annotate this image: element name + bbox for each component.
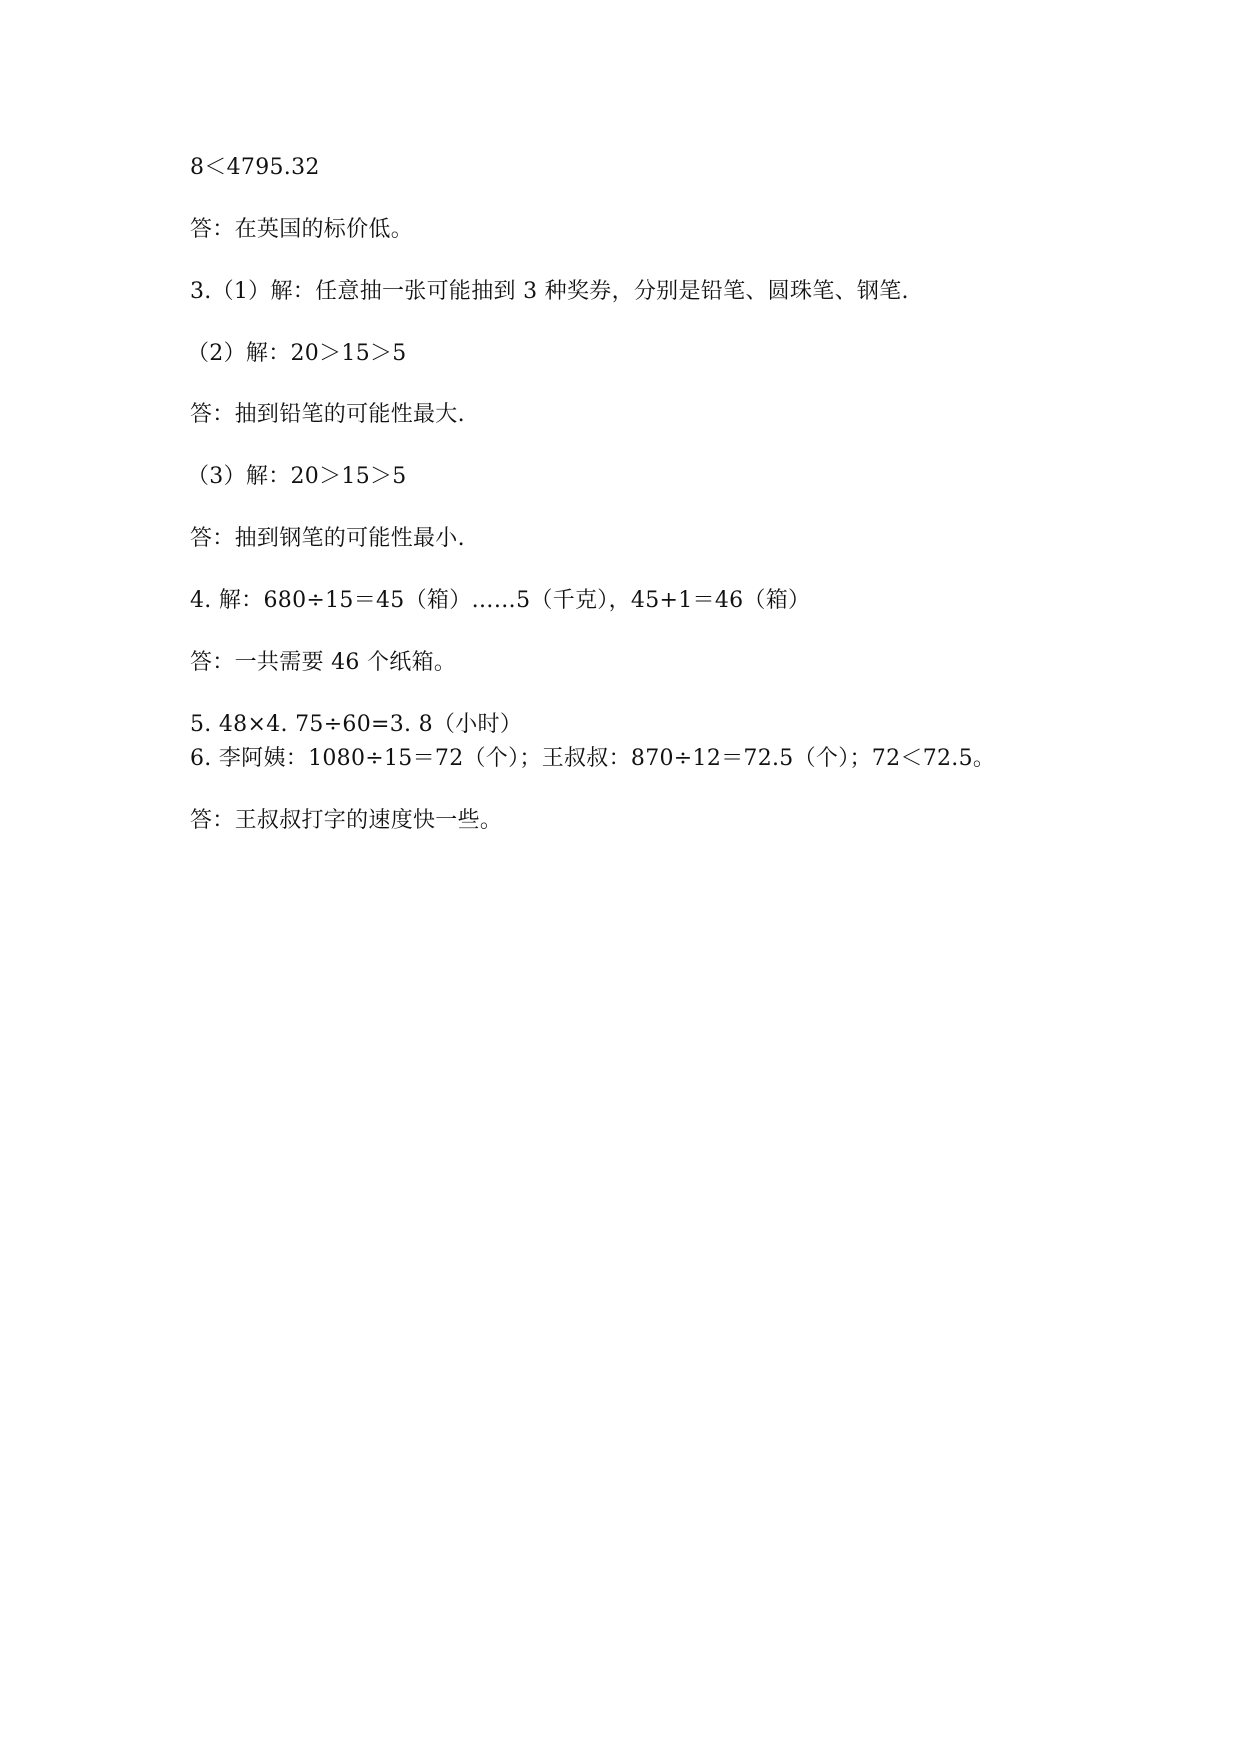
solution-line-4: 4. 解：680÷15＝45（箱）……5（千克），45+1＝46（箱） — [190, 588, 811, 613]
answer-line-3-part-2: 答：抽到铅笔的可能性最大. — [190, 402, 465, 427]
text-line-comparison-result: 8＜4795.32 — [190, 155, 320, 180]
solution-line-6: 6. 李阿姨：1080÷15＝72（个）；王叔叔：870÷12＝72.5（个）；72＜72.5。 — [190, 746, 996, 771]
solution-line-3-part-3: （3）解：20＞15＞5 — [187, 464, 407, 489]
answer-line-3-part-3: 答：抽到钢笔的可能性最小. — [190, 526, 465, 551]
solution-line-5: 5. 48×4. 75÷60=3. 8（小时） — [190, 712, 523, 737]
answer-line-4: 答：一共需要 46 个纸箱。 — [190, 650, 457, 675]
answer-line-6: 答：王叔叔打字的速度快一些。 — [190, 808, 503, 833]
solution-line-3-part-1: 3.（1）解：任意抽一张可能抽到 3 种奖券，分别是铅笔、圆珠笔、钢笔. — [190, 279, 909, 304]
answer-line-2: 答：在英国的标价低。 — [190, 217, 414, 242]
solution-line-3-part-2: （2）解：20＞15＞5 — [187, 341, 407, 366]
